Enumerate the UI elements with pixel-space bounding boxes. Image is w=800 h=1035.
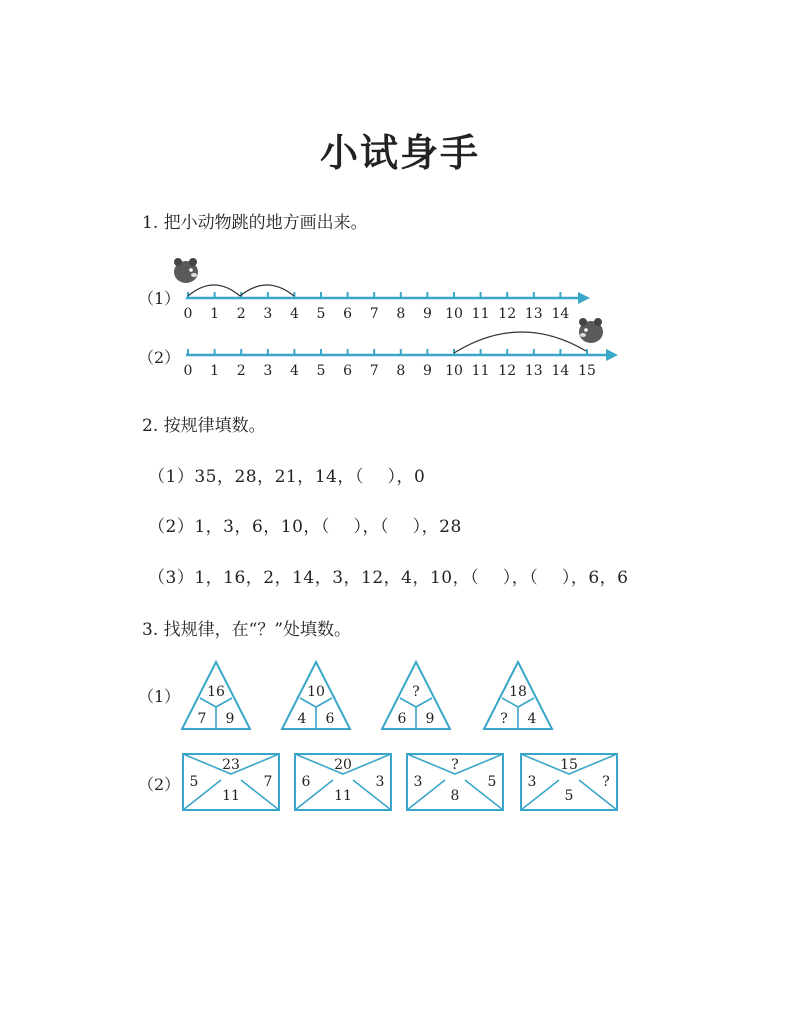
sequence-1: （1）35，28，21，14，（ ），0 [148,467,426,487]
q3-part1-label: （1） [138,687,181,706]
pattern-figures [0,650,800,820]
tick-label: 3 [263,306,273,322]
envelope-right-value: 7 [263,774,273,790]
triangle-left-value: 4 [297,711,307,727]
triangle-right-value: 9 [425,711,435,727]
envelope-bottom-value: 11 [334,788,352,804]
tick-label: 14 [551,363,570,379]
tick-label: 8 [396,306,406,322]
bear-icon [579,318,603,343]
envelope-figure [407,754,503,810]
bear-icon [174,258,198,283]
tick-label: 7 [369,363,379,379]
envelope-left-value: 5 [189,774,199,790]
envelope-top-value: ? [451,757,459,773]
tick-label: 12 [498,363,517,379]
q1-part2-label: （2） [138,348,181,367]
q3-part2-label: （2） [138,775,181,794]
triangle-left-value: 6 [397,711,407,727]
triangle-top-value: 16 [207,684,225,700]
question-2-heading: 2. 按规律填数。 [142,416,266,436]
tick-label: 14 [551,306,570,322]
envelope-top-value: 15 [560,757,578,773]
tick-label: 11 [471,306,490,322]
triangle-right-value: 4 [527,711,537,727]
question-1-heading: 1. 把小动物跳的地方画出来。 [142,213,368,233]
tick-label: 2 [236,306,246,322]
triangle-figure [484,662,552,729]
tick-label: 6 [343,306,353,322]
tick-label: 9 [422,306,432,322]
envelope-right-value: 3 [375,774,385,790]
envelope-top-value: 20 [334,757,352,773]
triangle-right-value: 9 [225,711,235,727]
q1-part1-label: （1） [138,289,181,308]
triangle-figure [282,662,350,729]
envelope-bottom-value: 5 [564,788,574,804]
tick-label: 10 [445,306,463,322]
triangle-figure [382,662,450,729]
tick-label: 0 [183,363,193,379]
jump-arc [454,332,586,353]
envelope-figure [295,754,391,810]
envelope-left-value: 3 [413,774,423,790]
envelope-right-value: 5 [487,774,497,790]
sequence-3: （3）1，16，2，14，3，12，4，10，（ ），（ ），6，6 [148,568,629,588]
tick-label: 9 [422,363,432,379]
triangle-top-value: 18 [509,684,527,700]
sequence-2: （2）1，3，6，10，（ ），（ ），28 [148,517,462,537]
envelope-figure [521,754,617,810]
envelope-left-value: 3 [527,774,537,790]
envelope-left-value: 6 [301,774,311,790]
tick-label: 7 [369,306,379,322]
envelope-top-value: 23 [222,757,240,773]
tick-label: 1 [210,363,220,379]
envelope-figure [183,754,279,810]
tick-label: 4 [289,306,299,322]
triangle-top-value: 10 [307,684,325,700]
tick-label: 11 [471,363,490,379]
triangle-right-value: 6 [325,711,335,727]
tick-label: 13 [524,306,543,322]
triangle-top-value: ? [412,684,420,700]
triangle-left-value: 7 [197,711,207,727]
tick-label: 1 [210,306,220,322]
tick-label: 12 [498,306,517,322]
envelope-right-value: ? [602,774,610,790]
tick-label: 10 [445,363,463,379]
triangle-figure [182,662,250,729]
tick-label: 2 [236,363,246,379]
tick-label: 6 [343,363,353,379]
triangle-left-value: ? [500,711,508,727]
tick-label: 15 [578,363,596,379]
tick-label: 5 [316,363,326,379]
tick-label: 3 [263,363,273,379]
tick-label: 0 [183,306,193,322]
number-line-1 [174,258,590,322]
page-title: 小试身手 [319,131,480,175]
tick-label: 8 [396,363,406,379]
envelope-bottom-value: 11 [222,788,240,804]
envelope-bottom-value: 8 [450,788,460,804]
tick-label: 13 [524,363,543,379]
tick-label: 4 [289,363,299,379]
question-3-heading: 3. 找规律，在“？”处填数。 [142,620,352,640]
number-lines [0,250,800,390]
tick-label: 5 [316,306,326,322]
number-line-2 [184,318,618,379]
